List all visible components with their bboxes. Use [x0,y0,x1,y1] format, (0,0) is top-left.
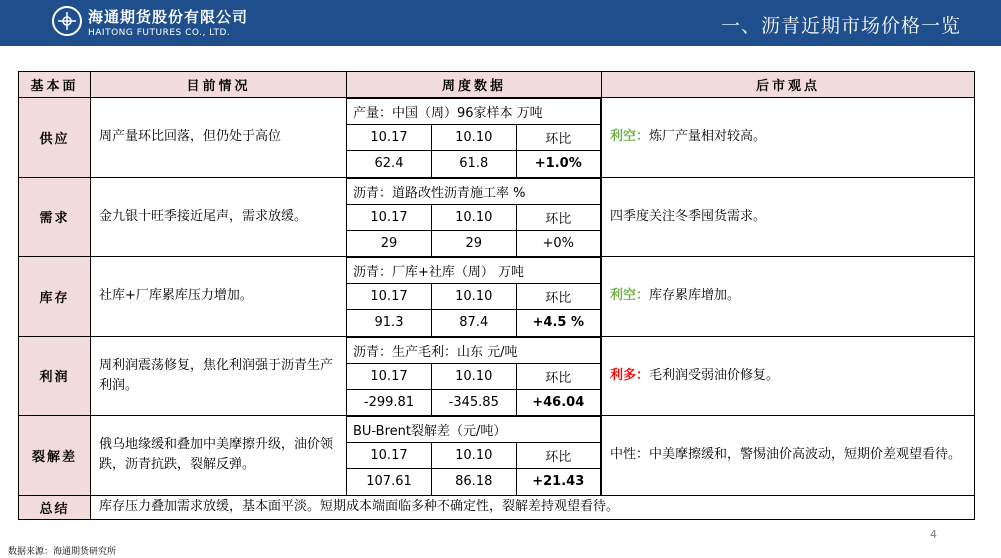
change-label: 环比 [516,125,601,151]
header-current: 目前情况 [91,72,347,98]
company-name-en: HAITONG FUTURES CO., LTD. [88,28,231,38]
value-previous: -345.85 [432,389,517,415]
summary-text: 库存压力叠加需求放缓，基本面平淡。短期成本端面临多种不确定性，裂解差持观望看待。 [91,495,975,519]
outlook-text: 毛利润受弱油价修复。 [649,367,780,383]
outlook-cell [602,177,975,257]
value-previous: 29 [432,230,517,256]
date-current: 10.17 [347,363,432,389]
table-header-row [19,72,975,98]
table-row [19,98,975,178]
date-previous: 10.10 [432,284,517,310]
date-current: 10.17 [347,284,432,310]
metric-title: 沥青：生产毛利：山东 元/吨 [347,337,601,363]
category-cell: 裂解差 [19,416,91,496]
change-label: 环比 [516,284,601,310]
weekly-cell [347,257,602,337]
value-change: +4.5 % [516,310,601,336]
value-previous: 87.4 [432,310,517,336]
outlook-text: 炼厂产量相对较高。 [649,129,767,145]
weekly-cell [347,416,602,496]
date-previous: 10.10 [432,125,517,151]
outlook-cell [602,336,975,416]
page-number: 4 [930,528,937,541]
current-cell: 俄乌地缘缓和叠加中美摩擦升级，油价领跌，沥青抗跌，裂解反弹。 [91,416,347,496]
weekly-cell [347,98,602,178]
value-current: 107.61 [347,469,432,495]
change-label: 环比 [516,363,601,389]
outlook-tag: 利空： [610,129,650,145]
date-current: 10.17 [347,443,432,469]
haitong-logo-icon [52,6,82,36]
category-cell: 利润 [19,336,91,416]
weekly-cell [347,336,602,416]
outlook-text: 库存累库增加。 [649,288,741,304]
table-row [19,416,975,496]
category-cell: 供应 [19,98,91,178]
table-row [19,336,975,416]
company-name-cn: 海通期货股份有限公司 [88,8,249,26]
outlook-tag: 利多： [610,367,650,383]
outlook-text: 四季度关注冬季囤货需求。 [610,208,767,224]
value-current: 62.4 [347,151,432,177]
outlook-tag: 利空： [610,288,650,304]
value-current: 29 [347,230,432,256]
header-weekly: 周度数据 [347,72,602,98]
category-cell: 需求 [19,177,91,257]
date-previous: 10.10 [432,363,517,389]
metric-title: 产量：中国（周）96家样本 万吨 [347,99,601,125]
value-previous: 61.8 [432,151,517,177]
current-cell: 社库+厂库累库压力增加。 [91,257,347,337]
value-change: +1.0% [516,151,601,177]
change-label: 环比 [516,443,601,469]
data-source: 数据来源：海通期货研究所 [8,547,117,557]
metric-title: 沥青：道路改性沥青施工率 % [347,178,601,204]
metric-title: 沥青：厂库+社库（周） 万吨 [347,258,601,284]
outlook-cell [602,98,975,178]
category-cell: 库存 [19,257,91,337]
current-cell: 周产量环比回落，但仍处于高位 [91,98,347,178]
header-fundamentals: 基本面 [19,72,91,98]
current-cell: 金九银十旺季接近尾声，需求放缓。 [91,177,347,257]
date-current: 10.17 [347,204,432,230]
summary-label: 总结 [19,495,91,519]
summary-row [19,495,975,519]
value-change: +21.43 [516,469,601,495]
outlook-cell [602,416,975,496]
weekly-cell [347,177,602,257]
market-overview-table [18,71,975,520]
outlook-tag: 中性： [610,447,650,463]
metric-title: BU-Brent裂解差（元/吨） [347,417,601,443]
value-change: +46.04 [516,389,601,415]
table-row [19,257,975,337]
value-change: +0% [516,230,601,256]
outlook-text: 中美摩擦缓和，警惕油价高波动，短期价差观望看待。 [649,447,962,463]
change-label: 环比 [516,204,601,230]
current-cell: 周利润震荡修复，焦化利润强于沥青生产利润。 [91,336,347,416]
value-current: -299.81 [347,389,432,415]
value-previous: 86.18 [432,469,517,495]
outlook-cell [602,257,975,337]
value-current: 91.3 [347,310,432,336]
date-previous: 10.10 [432,204,517,230]
date-current: 10.17 [347,125,432,151]
page-title: 一、沥青近期市场价格一览 [720,15,961,37]
header-bar [0,0,1001,46]
header-outlook: 后市观点 [602,72,975,98]
table-row [19,177,975,257]
date-previous: 10.10 [432,443,517,469]
